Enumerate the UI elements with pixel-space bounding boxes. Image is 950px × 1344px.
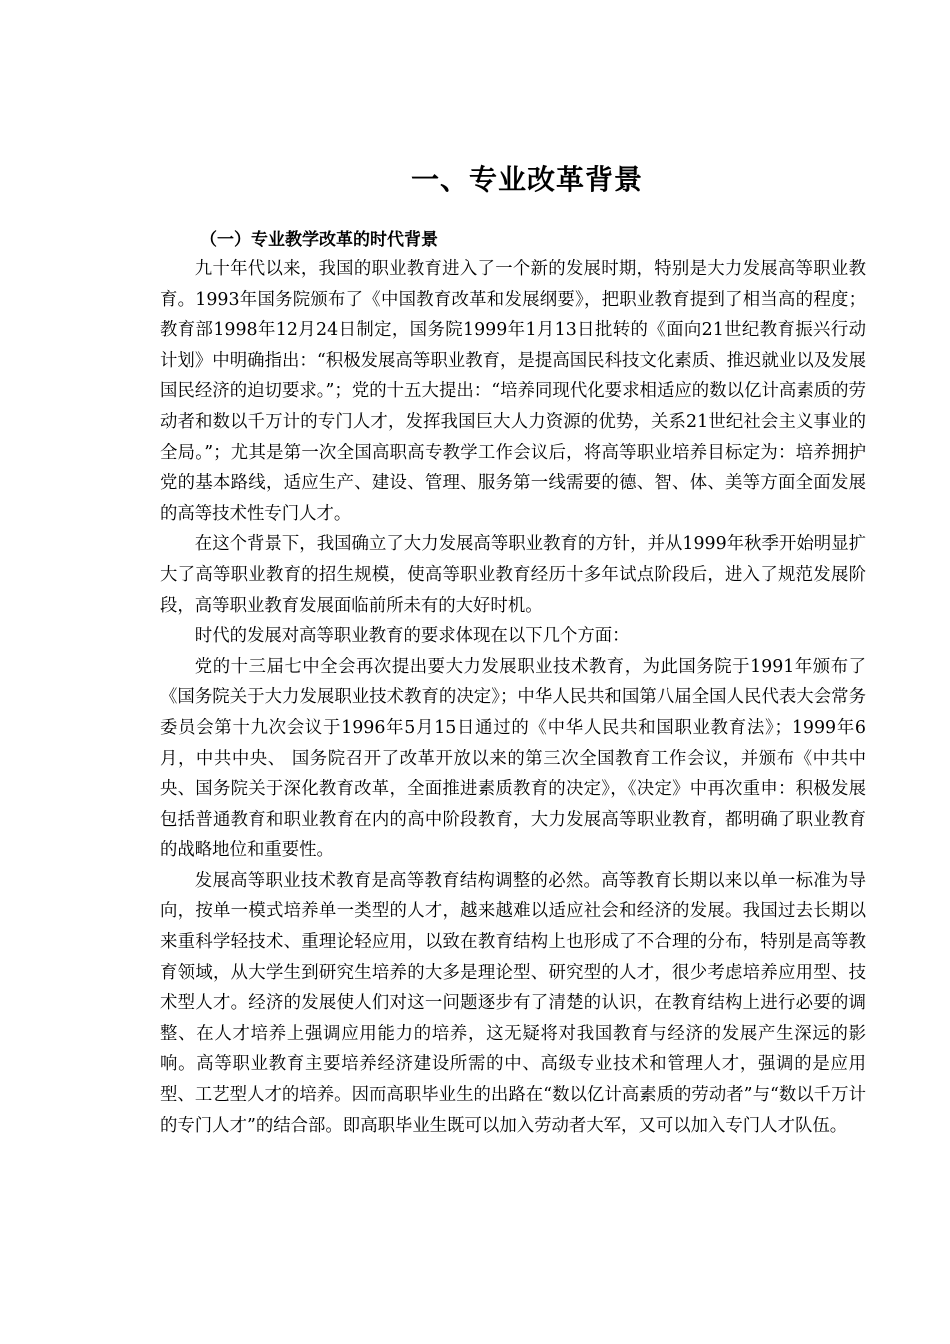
paragraph-1: 九十年代以来，我国的职业教育进入了一个新的发展时期，特别是大力发展高等职业教育。1993年国务院颁布了《中国教育改革和发展纲要》，把职业教育提到了相当高的程度；教育部1998年12月24日制定，国务院1999年1月13日批转的《面向21世纪教育振兴行动计划》中明确指出：“积极发展高等职业教育，是提高国民科技文化素质、推迟就业以及发展国民经济的迫切要求。”；党的十五大提出：“培养同现代化要求相适应的数以亿计高素质的劳动者和数以千万计的专门人才，发挥我国巨大人力资源的优势，关系21世纪社会主义事业的全局。”；尤其是第一次全国高职高专教学工作会议后，将高等职业培养目标定为：培养拥护党的基本路线，适应生产、建设、管理、服务第一线需要的德、智、体、美等方面全面发展的高等技术性专门人才。 (160, 259, 866, 524)
page-title: 一、专业改革背景 (410, 163, 643, 196)
paragraph-2: 在这个背景下，我国确立了大力发展高等职业教育的方针，并从1999年秋季开始明显扩大了高等职业教育的招生规模，使高等职业教育经历十多年试点阶段后，进入了规范发展阶段，高等职业教育发展面临前所未有的大好时机。 (160, 534, 866, 616)
section-heading: （一）专业教学改革的时代背景 (200, 230, 438, 250)
paragraph-3: 时代的发展对高等职业教育的要求体现在以下几个方面： (194, 626, 630, 647)
paragraph-5: 发展高等职业技术教育是高等教育结构调整的必然。高等教育长期以来以单一标准为导向，按单一模式培养单一类型的人才，越来越难以适应社会和经济的发展。我国过去长期以来重科学轻技术、重理论轻应用，以致在教育结构上也形成了不合理的分布，特别是高等教育领域，从大学生到研究生培养的大多是理论型、研究型的人才，很少考虑培养应用型、技术型人才。经济的发展使人们对这一问题逐步有了清楚的认识，在教育结构上进行必要的调整、在人才培养上强调应用能力的培养，这无疑将对我国教育与经济的发展产生深远的影响。高等职业教育主要培养经济建设所需的中、高级专业技术和管理人才，强调的是应用型、工艺型人才的培养。因而高职毕业生的出路在“数以亿计高素质的劳动者”与“数以千万计的专门人才”的结合部。即高职毕业生既可以加入劳动者大军，又可以加入专门人才队伍。 (160, 870, 866, 1136)
paragraph-4: 党的十三届七中全会再次提出要大力发展职业技术教育，为此国务院于1991年颁布了《国务院关于大力发展职业技术教育的决定》；中华人民共和国第八届全国人民代表大会常务委员会第十九次会议于1996年5月15日通过的《中华人民共和国职业教育法》；1999年6月，中共中央、 国务院召开了改革开放以来的第三次全国教育工作会议，并颁布《中共中央、国务院关于深化教育改革，全面推进素质教育的决定》，《决定》中再次重申：积极发展包括普通教育和职业教育在内的高中阶段教育，大力发展高等职业教育，都明确了职业教育的战略地位和重要性。 (160, 656, 866, 861)
document-page (160, 160, 866, 1141)
